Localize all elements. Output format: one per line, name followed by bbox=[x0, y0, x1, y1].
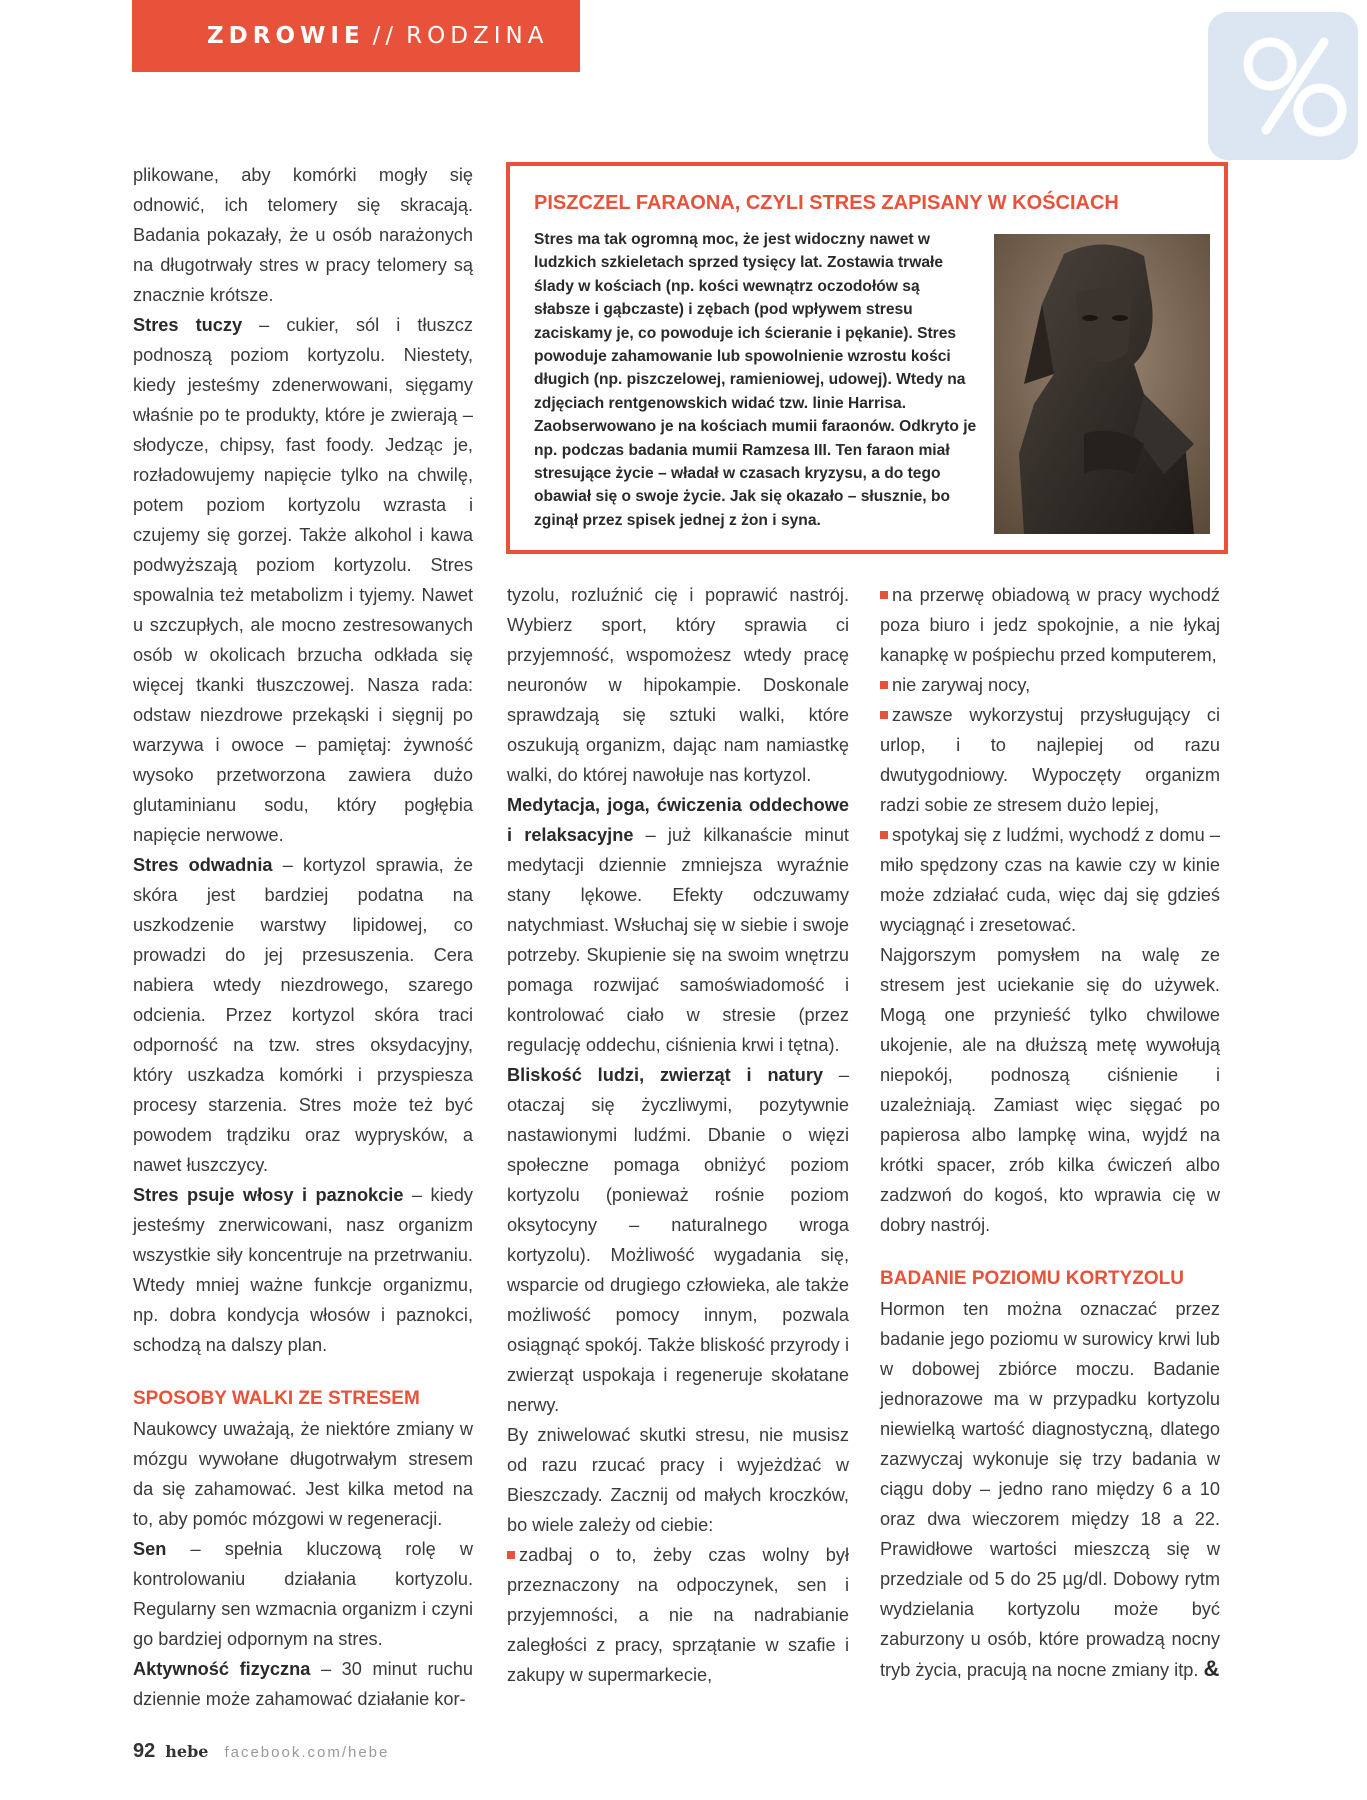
column-1 bbox=[133, 160, 473, 1714]
paragraph: By zniwelować skutki stresu, nie musisz od razu rzucać pracy i wyjeżdżać w Bieszczady. Zacznij od małych kroczków, bo wiele zależy od ciebie: bbox=[507, 1425, 849, 1535]
bullet-item: na przerwę obiadową w pracy wychodź poza biuro i jedz spokojnie, a nie łykaj kanapkę w pośpiechu przed komputerem, bbox=[880, 580, 1220, 670]
brand-logo: hebe bbox=[165, 1742, 209, 1761]
section-subtitle: RODZINA bbox=[406, 23, 549, 49]
sidebar-box bbox=[506, 162, 1228, 554]
paragraph-text: – otaczaj się życzliwymi, pozytywnie nastawionymi ludźmi. Dbanie o więzi społeczne pomaga obniżyć poziom kortyzolu (ponieważ rośnie poziom oksytocyny – naturalnego wroga kortyzolu). Możliwość wygadania się, wsparcie od drugiego człowieka, ale także możliwość pomocy innym, pozwala osiągnąć spokój. Także bliskość przyrody i zwierząt uspokaja i regeneruje skołatane nerwy. bbox=[507, 1065, 850, 1415]
lead-medytacja: Medytacja, joga, ćwiczenia oddechowe i relaksacyjne bbox=[507, 795, 849, 845]
facebook-link[interactable]: facebook.com/hebe bbox=[224, 1744, 390, 1761]
pharaoh-statue-image bbox=[994, 234, 1210, 534]
paragraph-text: – kiedy jesteśmy znerwicowani, nasz organizm wszystkie siły koncentruje na przetrwaniu. Wtedy mniej ważne funkcje organizmu, np. dobra kondycja włosów i paznokci, schodzą na dalszy plan. bbox=[133, 1185, 473, 1355]
paragraph-text: Hormon ten można oznaczać przez badanie jego poziomu w surowicy krwi lub w dobowej zbiórce moczu. Badanie jednorazowe ma w przypadku kortyzolu niewielką wartość diagnostyczną, dlatego zazwyczaj wykonuje się trzy badania w ciągu doby – jedno rano między 6 a 10 oraz dwa wieczorem między 18 a 22. Prawidłowe wartości mieszczą się w przedziale od 5 do 25 µg/dl. Dobowy rytm wydzielania kortyzolu może być zaburzony u osób, które prowadzą nocny tryb życia, pracują na nocne zmiany itp. bbox=[880, 1299, 1220, 1680]
paragraph bbox=[133, 850, 473, 1180]
bullet-item: spotykaj się z ludźmi, wychodź z domu – miło spędzony czas na kawie czy w kinie może zdziałać cuda, więc daj się gdzieś wyciągnąć i zresetować. bbox=[880, 820, 1220, 940]
paragraph bbox=[133, 1180, 473, 1360]
lead-stres-odwadnia: Stres odwadnia bbox=[133, 855, 273, 875]
column-2 bbox=[507, 580, 849, 1690]
paragraph bbox=[133, 1654, 473, 1714]
box-title: PISZCZEL FARAONA, CZYLI STRES ZAPISANY W KOŚCIACH bbox=[534, 192, 1119, 214]
section-title: ZDROWIE bbox=[207, 23, 365, 49]
bullet-item: zadbaj o to, żeby czas wolny był przeznaczony na odpoczynek, sen i przyjemności, a nie na nadrabianie zaległości z pracy, sprzątanie w szafie i zakupy w supermarkecie, bbox=[507, 1540, 849, 1690]
lead-bliskosc: Bliskość ludzi, zwierząt i natury bbox=[507, 1065, 824, 1085]
section-header bbox=[132, 0, 580, 72]
bullet-item: nie zarywaj nocy, bbox=[880, 670, 1220, 700]
paragraph bbox=[133, 310, 473, 850]
paragraph bbox=[507, 1060, 849, 1420]
paragraph-text: – już kilkanaście minut medytacji dziennie zmniejsza wyraźnie stany lękowe. Efekty odczuwamy natychmiast. Wsłuchaj się w siebie i swoje potrzeby. Skupienie się na swoim wnętrzu pomaga rozwijać samoświadomość i kontrolować ciało w stresie (przez regulację oddechu, ciśnienia krwi i tętna). bbox=[507, 825, 849, 1055]
paragraph bbox=[880, 1294, 1220, 1685]
paragraph bbox=[507, 790, 849, 1060]
lead-sen: Sen bbox=[133, 1539, 167, 1559]
page-footer bbox=[133, 1740, 389, 1763]
page-number: 92 bbox=[133, 1740, 156, 1762]
lead-stres-wlosy: Stres psuje włosy i paznokcie bbox=[133, 1185, 404, 1205]
paragraph-text: – spełnia kluczową rolę w kontrolowaniu działania kortyzolu. Regularny sen wzmacnia organizm i czyni go bardziej odpornym na stres. bbox=[133, 1539, 473, 1649]
paragraph-text: – kortyzol sprawia, że skóra jest bardziej podatna na uszkodzenie warstwy lipidowej, co prowadzi do jej przesuszenia. Cera nabiera wtedy niezdrowego, szarego odcienia. Przez kortyzol skóra traci odporność na tzw. stres oksydacyjny, który uszkadza komórki i przyspiesza procesy starzenia. Stres może też być powodem trądziku oraz wyprysków, a nawet łuszczycy. bbox=[133, 855, 474, 1175]
lead-aktywnosc: Aktywność fizyczna bbox=[133, 1659, 311, 1679]
paragraph: tyzolu, rozluźnić cię i poprawić nastrój. Wybierz sport, który sprawia ci przyjemność, wspomożesz wtedy pracę neuronów w hipokampie. Doskonale sprawdzają się sztuki walki, które oszukują organizm, dając nam namiastkę walki, do której nawołuje nas kortyzol. bbox=[507, 585, 849, 785]
paragraph: Naukowcy uważają, że niektóre zmiany w mózgu wywołane długotrwałym stresem da się zahamować. Jest kilka metod na to, aby pomóc mózgowi w regeneracji. bbox=[133, 1419, 473, 1529]
paragraph: plikowane, aby komórki mogły się odnowić, ich telomery się skracają. Badania pokazały, że u osób narażonych na długotrwały stres w pracy telomery są znacznie krótsze. bbox=[133, 165, 473, 305]
paragraph: Najgorszym pomysłem na walę ze stresem jest uciekanie się do używek. Mogą one przynieść tylko chwilowe ukojenie, ale na dłuższą metę wywołują niepokój, podnoszą ciśnienie i uzależniają. Zamiast więc sięgać po papierosa albo lampkę wina, wyjdź na krótki spacer, zrób kilka ćwiczeń albo zadzwoń do kogoś, kto wprawia cię w dobry nastrój. bbox=[880, 945, 1220, 1235]
paragraph-text: – 30 minut ruchu dziennie może zahamować działanie kor- bbox=[133, 1659, 473, 1709]
box-body: Stres ma tak ogromną moc, że jest widoczny nawet w ludzkich szkieletach sprzed tysięcy lat. Zostawia trwałe ślady w kościach (np. kości wewnątrz oczodołów są słabsze i gąbczaste) i zębach (pod wpływem stresu zaciskamy je, co powoduje ich ścieranie i pękanie). Stres powoduje zahamowanie lub spowolnienie wzrostu kości długich (np. piszczelowej, ramieniowej, udowej). Wtedy na zdjęciach rentgenowskich widać tzw. linie Harrisa. Zaobserwowano je na kościach mumii faraonów. Odkryto je np. podczas badania mumii Ramzesa III. Ten faraon miał stresujące życie – władał w czasach kryzysu, a do tego obawiał się o swoje życie. Jak się okazało – słusznie, bo zginął przez spisek jednej z żon i syna. bbox=[534, 231, 977, 529]
section-heading: BADANIE POZIOMU KORTYZOLU bbox=[880, 1268, 1184, 1289]
percent-icon bbox=[1208, 12, 1358, 160]
paragraph-text: – cukier, sól i tłuszcz podnoszą poziom kortyzolu. Niestety, kiedy jesteśmy zdenerwowani, sięgamy właśnie po te produkty, które je zwierają – słodycze, chipsy, fast foody. Jedząc je, rozładowujemy napięcie tylko na chwilę, potem poziom kortyzolu wzrasta i czujemy się gorzej. Także alkohol i kawa podwyższają poziom kortyzolu. Stres spowalnia też metabolizm i tyjemy. Nawet u szczupłych, ale mocno zestresowanych osób w okolicach brzucha odkłada się więcej tkanki tłuszczowej. Nasza rada: odstaw niezdrowe przekąski i sięgnij po warzywa i owoce – pamiętaj: żywność wysoko przetworzona zawiera dużo glutaminianu sodu, który pogłębia napięcie nerwowe. bbox=[133, 315, 473, 845]
section-heading: SPOSOBY WALKI ZE STRESEM bbox=[133, 1388, 420, 1409]
section-separator: // bbox=[372, 23, 399, 49]
column-3 bbox=[880, 580, 1220, 1685]
end-mark-icon: & bbox=[1203, 1656, 1220, 1681]
lead-stres-tuczy: Stres tuczy bbox=[133, 315, 243, 335]
paragraph bbox=[133, 1534, 473, 1654]
bullet-item: zawsze wykorzystuj przysługujący ci urlop, i to najlepiej od razu dwutygodniowy. Wypoczęty organizm radzi sobie ze stresem dużo lepiej, bbox=[880, 700, 1220, 820]
